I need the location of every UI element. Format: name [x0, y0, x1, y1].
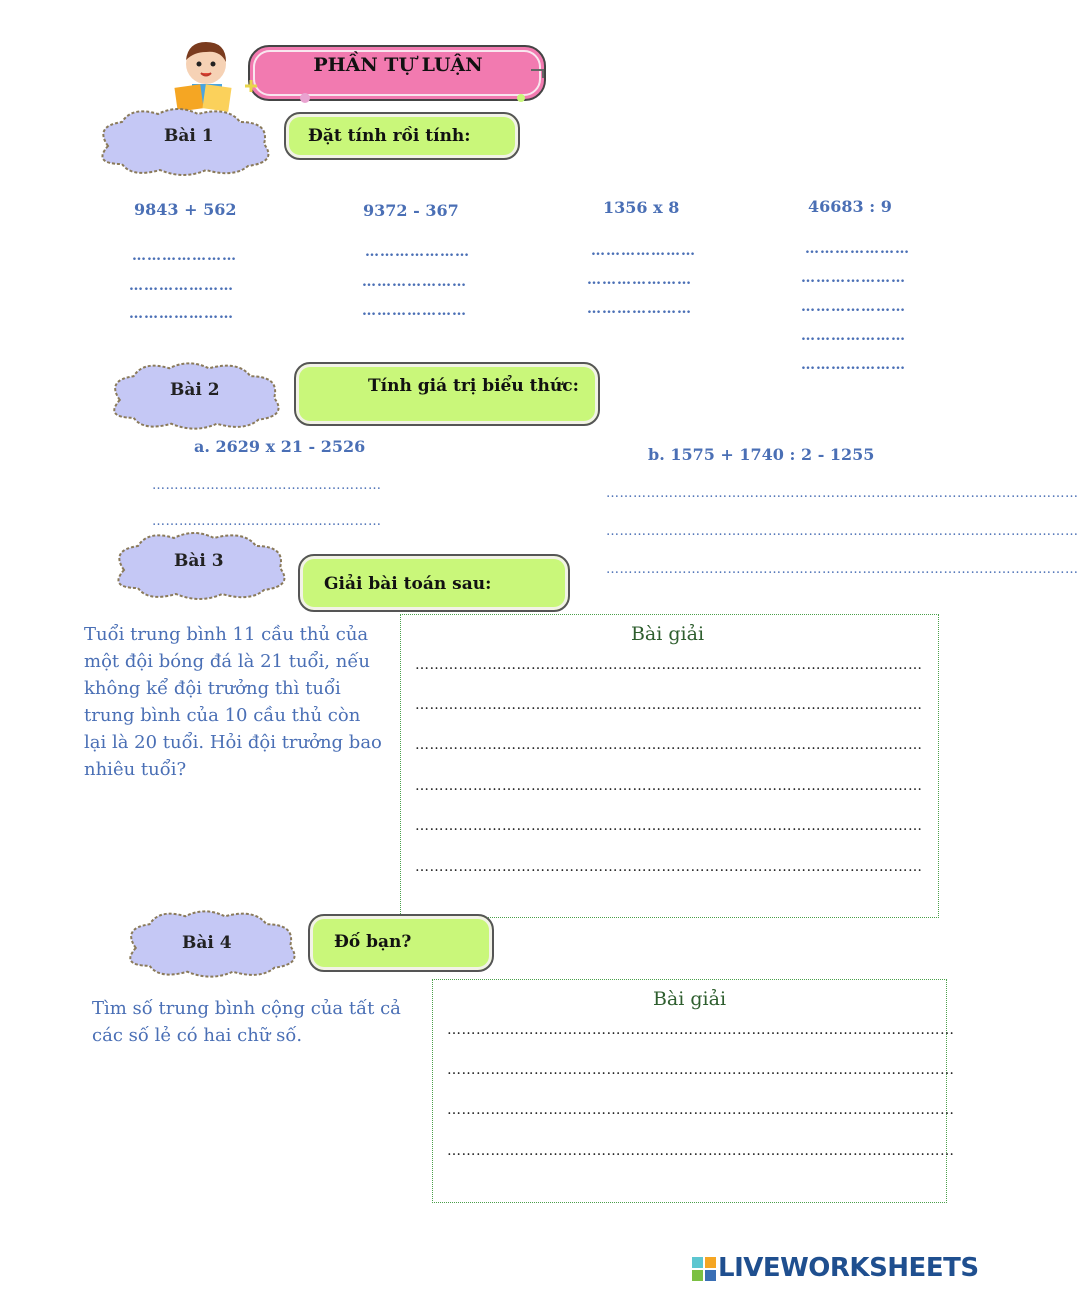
bai2-expression-a: a. 2629 x 21 - 2526 — [194, 437, 366, 456]
bai2-a-line-2[interactable]: …………………………………………… — [152, 514, 382, 529]
bai4-answer-line-1[interactable]: …………………………………………………………………………………………… — [447, 1022, 955, 1038]
bai1-col2-line-1[interactable]: ………………… — [365, 244, 470, 260]
bai3-answer-title: Bài giải — [630, 623, 705, 645]
bai2-label: Bài 2 — [170, 380, 220, 400]
bai4-instruction: Đố bạn? — [334, 932, 412, 952]
bai2-instruction: Tính giá trị biểu thức: — [368, 376, 579, 396]
bai3-answer-line-2[interactable]: …………………………………………………………………………………………… — [415, 697, 923, 713]
bai1-col4-line-2[interactable]: ………………… — [801, 270, 906, 286]
bai3-problem-text: Tuổi trung bình 11 cầu thủ của một đội bóng đá là 21 tuổi, nếu không kể đội trưởng thì tuổi trung bình của 10 cầu thủ còn lại là 20 tuổi. Hỏi đội trưởng bao nhiêu tuổi? — [84, 624, 382, 780]
bai1-col3-line-1[interactable]: ………………… — [591, 243, 696, 259]
bai2-b-line-3[interactable]: …………………………………………………………………………………………… — [606, 562, 1079, 577]
bai1-label: Bài 1 — [164, 126, 214, 146]
boy-reading-illustration — [170, 36, 250, 116]
footer-brand[interactable]: LIVEWORKSHEETS — [718, 1253, 979, 1283]
bai1-calc-1: 9843 + 562 — [134, 200, 237, 219]
bai2-instruction-banner — [294, 362, 600, 426]
bai4-instruction-banner — [308, 914, 494, 972]
bai3-instruction-banner — [298, 554, 570, 612]
bai1-col3-line-2[interactable]: ………………… — [587, 272, 692, 288]
bai4-label: Bài 4 — [182, 933, 232, 953]
bai1-instruction: Đặt tính rồi tính: — [308, 126, 471, 146]
bai3-answer-box — [400, 614, 939, 918]
bai1-calc-4: 46683 : 9 — [808, 197, 892, 216]
bai1-calc-3: 1356 x 8 — [603, 198, 680, 217]
liveworksheets-logo-icon — [692, 1257, 716, 1281]
bai4-answer-line-3[interactable]: …………………………………………………………………………………………… — [447, 1102, 955, 1118]
bai1-instruction-banner — [284, 112, 520, 160]
bai3-answer-line-3[interactable]: …………………………………………………………………………………………… — [415, 737, 923, 753]
bai1-col4-line-1[interactable]: ………………… — [805, 241, 910, 257]
bai1-calc-2: 9372 - 367 — [363, 201, 459, 220]
bai3-answer-line-1[interactable]: …………………………………………………………………………………………… — [415, 657, 923, 673]
bai1-col1-line-1[interactable]: ………………… — [132, 248, 237, 264]
bai2-expression-b: b. 1575 + 1740 : 2 - 1255 — [648, 445, 875, 464]
bai1-col4-line-5[interactable]: ………………… — [801, 357, 906, 373]
bai4-answer-line-2[interactable]: …………………………………………………………………………………………… — [447, 1062, 955, 1078]
bai2-a-line-1[interactable]: …………………………………………… — [152, 478, 382, 493]
bai3-answer-line-5[interactable]: …………………………………………………………………………………………… — [415, 818, 923, 834]
bai1-col1-line-2[interactable]: ………………… — [129, 278, 234, 294]
bai3-label: Bài 3 — [174, 551, 224, 571]
bai1-col3-line-3[interactable]: ………………… — [587, 301, 692, 317]
bai2-b-line-2[interactable]: …………………………………………………………………………………………… — [606, 524, 1079, 539]
bai1-col4-line-3[interactable]: ………………… — [801, 299, 906, 315]
bai4-answer-box — [432, 979, 955, 1203]
bai4-problem-text: Tìm số trung bình cộng của tất cả các số lẻ có hai chữ số. — [92, 998, 401, 1046]
bai3-answer-line-6[interactable]: …………………………………………………………………………………………… — [415, 859, 923, 875]
bai1-col1-line-3[interactable]: ………………… — [129, 306, 234, 322]
bai1-col2-line-2[interactable]: ………………… — [362, 274, 467, 290]
page-title: PHẦN TỰ LUẬN — [313, 54, 483, 76]
bai1-col4-line-4[interactable]: ………………… — [801, 328, 906, 344]
bai4-answer-line-4[interactable]: …………………………………………………………………………………………… — [447, 1143, 955, 1159]
bai1-col2-line-3[interactable]: ………………… — [362, 303, 467, 319]
bai4-answer-title: Bài giải — [652, 988, 727, 1010]
bai3-instruction: Giải bài toán sau: — [324, 574, 492, 594]
bai3-answer-line-4[interactable]: …………………………………………………………………………………………… — [415, 778, 923, 794]
bai2-b-line-1[interactable]: …………………………………………………………………………………………… — [606, 486, 1079, 501]
